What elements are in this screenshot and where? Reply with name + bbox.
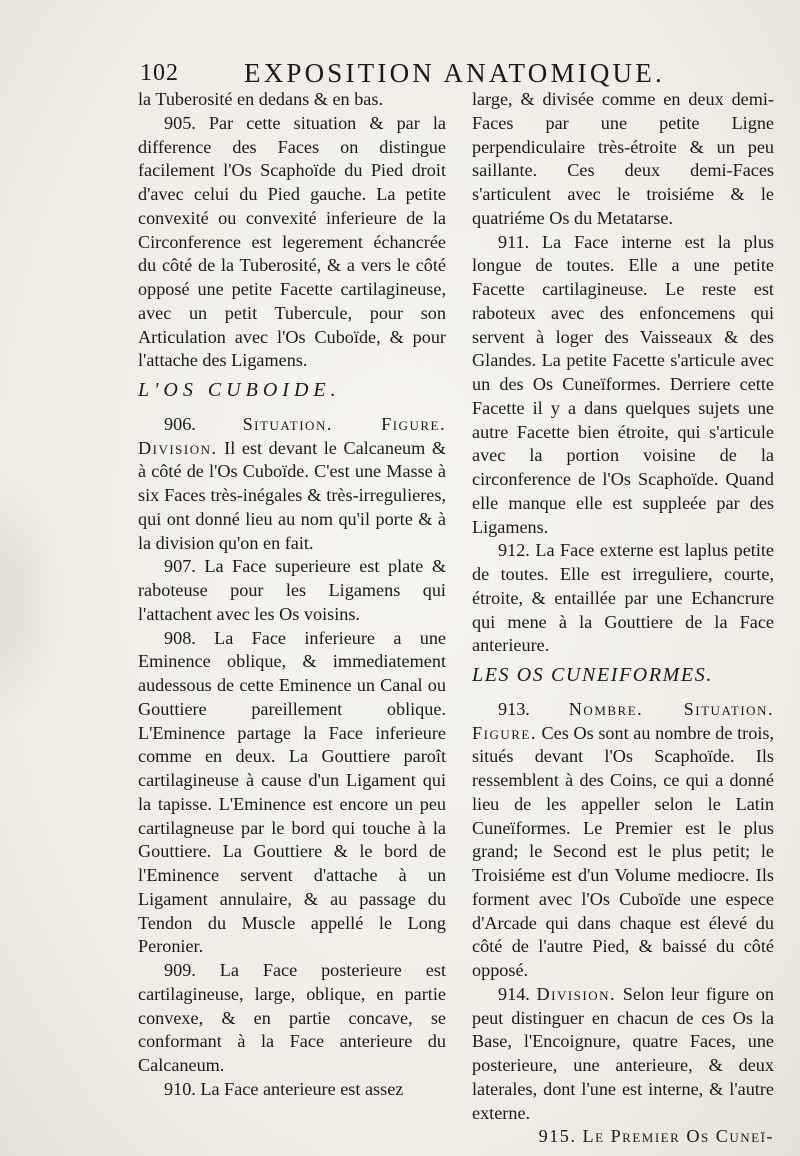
paragraph-914 [472,983,774,1126]
paragraph-text: Il est devant le Calcaneum & à côté de l'Os Cuboïde. C'est une Masse à six Faces très-inégales & très-irregulieres, qui ont donné lieu au nom qu'il porte & à la division qu'on en fait. [138,437,447,553]
paragraph-label: Division. [536,983,617,1004]
paragraph-number: 913. [498,698,530,719]
running-title: EXPOSITION ANATOMIQUE. [244,58,665,88]
left-column [138,88,446,1102]
paragraph-910-start: 910. La Face anterieure est assez [164,1078,404,1099]
paragraph-907: 907. La Face superieure est plate & raboteuse pour les Ligamens qui l'attachent avec les Os voisins. [138,556,446,624]
page-number: 102 [140,60,179,86]
paragraph-label: Nombre. Situation. Figure. [472,698,774,743]
paragraph-911: 911. La Face interne est la plus longue de toutes. Elle a une petite Facette cartilagineuse. Le reste est raboteux avec des enfoncemens qui servent à loger des Vaisseaux & des Glandes. La petite Facette s'articule avec un des Os Cuneïformes. Derriere cette Facette il y a dans quelques sujets une autre Facette bien étroite, qui s'articule avec la portion voisine de la circonference de l'Os Scaphoïde. Quand elle manque elle est suppleée par des Ligamens. [472,231,774,537]
paragraph-number: 914. [498,983,530,1004]
paragraph-905: 905. Par cette situation & par la difference des Faces on distingue facilement l'Os Scaphoïde du Pied droit d'avec celui du Pied gauche. La petite convexité ou convexité inferieure de la Circonference est legerement échancrée du côté de la Tuberosité, & a vers le côté opposé une petite Facette cartilagineuse, avec un petit Tubercule, pour son Articulation avec l'Os Cuboïde, & pour l'attache des Ligamens. [138,112,446,371]
right-column [472,88,774,1149]
section-heading-cuneiformes: LES OS CUNEIFORMES. [472,664,713,686]
paragraph-912: 912. La Face externe est laplus petite de toutes. Elle est irreguliere, courte, étroite, & entaillée par une Echancrure qui mene à la Gouttiere de la Face anterieure. [472,540,774,656]
ink-bleed-stain [0,470,70,730]
paragraph-909: 909. La Face posterieure est cartilagineuse, large, oblique, en partie convexe, & en partie concave, se conformant à la Face anterieure du Calcaneum. [138,960,446,1075]
paragraph-913 [472,698,774,983]
catchword-915: 915. Le Premier Os Cuneï- [538,1126,774,1147]
paragraph-910-end: large, & divisée comme en deux demi-Faces par une petite Ligne perpendiculaire très-étroite & un peu saillante. Ces deux demi-Faces s'articulent avec le troisiéme & le quatriéme Os du Metatarse. [472,89,774,228]
paragraph-908: 908. La Face inferieure a une Eminence oblique, & immediatement audessous de cette Eminence un Canal ou Gouttiere pareillement oblique. L'Eminence partage la Face inferieure comme en deux. La Gouttiere paroît cartilagineuse à cause d'un Ligament qui la tapisse. L'Eminence est encore un peu cartilagneuse par le bord qui touche à la Gouttiere. La Gouttiere & le bord de l'Eminence servent d'attache à un Ligament annulaire, & au passage du Tendon du Muscle appellé le Long Peronier. [138,627,446,957]
paragraph-text: Selon leur figure on peut distinguer en chacun de ces Os la Base, l'Encoignure, quatre Faces, une posterieure, une anterieure, & deux laterales, dont l'une est interne, & l'autre externe. [472,983,774,1123]
paragraph-904-end: la Tuberosité en dedans & en bas. [138,89,383,109]
paragraph-906 [138,413,446,556]
paragraph-text: Ces Os sont au nombre de trois, situés devant l'Os Scaphoïde. Ils ressemblent à des Coins, ce qui a donné lieu de les appeller selon le Latin Cuneïformes. Le Premier est le plus grand; le Second est le plus petit; le Troisiéme est d'un Volume mediocre. Ils forment avec l'Os Cuboïde une espece d'Arcade qui dans chaque est élevé du côté de l'autre Pied, & baissé du côté opposé. [472,722,775,980]
section-heading-cuboide: L'OS CUBOIDE. [138,379,341,401]
paragraph-label: Situation. Figure. Division. [138,413,446,458]
paragraph-number: 906. [164,413,196,434]
